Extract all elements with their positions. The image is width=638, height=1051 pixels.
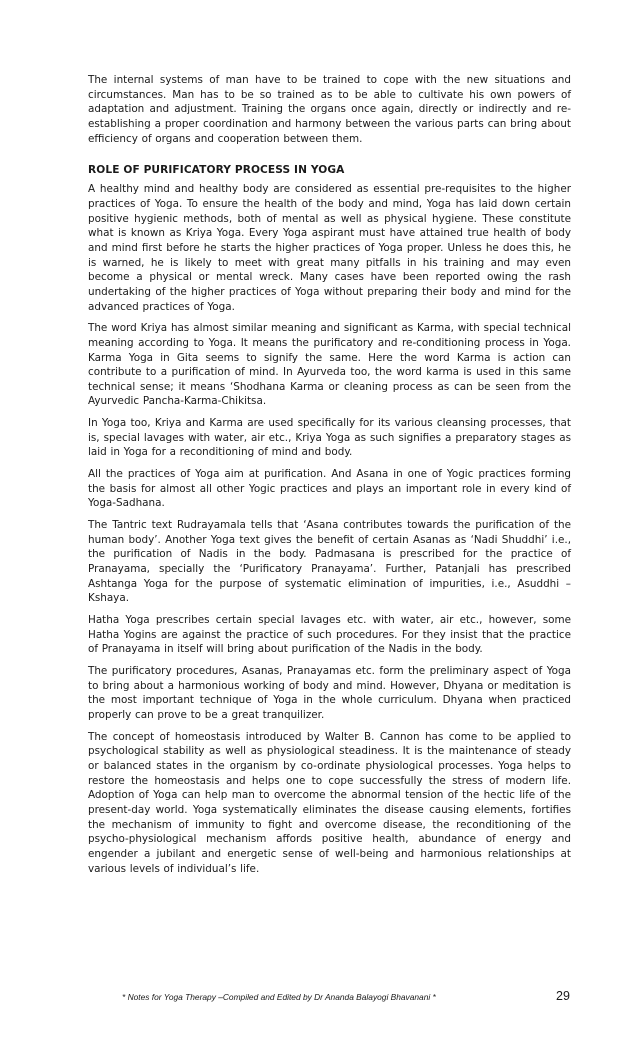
body-paragraph: Hatha Yoga prescribes certain special lavages etc. with water, air etc., however, some Hatha Yogins are against the practice of such procedures. For they insist that the practice of Pranayama in itself will bring about purification of the Nadis in the body. — [88, 614, 571, 656]
body-paragraph: The purificatory procedures, Asanas, Pranayamas etc. form the preliminary aspect of Yoga to bring about a harmonious working of body and mind. However, Dhyana or meditation is the most important technique of Yoga in the whole curriculum. Dhyana when practiced properly can prove to be a great tranquilizer. — [88, 664, 571, 721]
page-footer — [0, 989, 638, 1005]
intro-paragraph: The internal systems of man have to be trained to cope with the new situations and circumstances. Man has to be so trained as to be able to cultivate his own powers of adaptation and adjustment. Training the organs once again, directly or indirectly and re-establishing a proper coordination and harmony between the various parts can bring about efficiency of organs and cooperation between them. — [88, 74, 571, 145]
body-paragraph: All the practices of Yoga aim at purification. And Asana in one of Yogic practices forming the basis for almost all other Yogic practices and plays an important role in every kind of Yoga-Sadhana. — [88, 468, 571, 510]
section-heading: ROLE OF PURIFICATORY PROCESS IN YOGA — [88, 164, 345, 177]
body-paragraph: In Yoga too, Kriya and Karma are used specifically for its various cleansing processes, that is, special lavages with water, air etc., Kriya Yoga as such signifies a preparatory stages as laid in Yoga for a reconditioning of mind and body. — [88, 417, 571, 459]
body-paragraph: A healthy mind and healthy body are considered as essential pre-requisites to the higher practices of Yoga. To ensure the health of the body and mind, Yoga has laid down certain positive hygienic methods, both of mental as well as physical hygiene. These constitute what is known as Kriya Yoga. Every Yoga aspirant must have attained true health of body and mind first before he starts the higher practices of Yoga proper. Unless he does this, he is warned, he is likely to meet with great many pitfalls in his training and may even become a physical or mental wreck. Many cases have been reported owing the rash undertaking of the higher practices of Yoga without preparing their body and mind for the advanced practices of Yoga. — [88, 183, 571, 313]
document-body — [88, 73, 571, 883]
page-number: 29 — [556, 989, 570, 1003]
body-paragraph: The Tantric text Rudrayamala tells that ‘Asana contributes towards the purification of the human body’. Another Yoga text gives the benefit of certain Asanas as ‘Nadi Shuddhi’ i.e., the purification of Nadis in the body. Padmasana is prescribed for the practice of Pranayama, specially the ‘Purificatory Pranayama’. Further, Patanjali has prescribed Ashtanga Yoga for the purpose of systematic elimination of impurities, i.e., Asuddhi – Kshaya. — [88, 519, 571, 605]
footer-note: * Notes for Yoga Therapy –Compiled and Edited by Dr Ananda Balayogi Bhavanani * — [122, 992, 436, 1002]
body-paragraph: The word Kriya has almost similar meaning and significant as Karma, with special technical meaning according to Yoga. It means the purificatory and re-conditioning process in Yoga. Karma Yoga in Gita seems to signify the same. Here the word Karma is action can contribute to a purification of mind. In Ayurveda too, the word karma is used in this same technical sense; it means ‘Shodhana Karma or cleaning process as can be seen from the Ayurvedic Pancha-Karma-Chikitsa. — [88, 322, 571, 408]
body-paragraph: The concept of homeostasis introduced by Walter B. Cannon has come to be applied to psychological stability as well as physiological steadiness. It is the maintenance of steady or balanced states in the organism by co-ordinate physiological processes. Yoga helps to restore the homeostasis and helps one to cope successfully the stress of modern life. Adoption of Yoga can help man to overcome the abnormal tension of the hectic life of the present-day world. Yoga systematically eliminates the disease causing elements, fortifies the mechanism of immunity to fight and overcome disease, the reconditioning of the psycho-physiological mechanism affords positive health, abundance of energy and engender a jubilant and energetic sense of well-being and harmonious relationships at various levels of individual’s life. — [88, 730, 571, 875]
